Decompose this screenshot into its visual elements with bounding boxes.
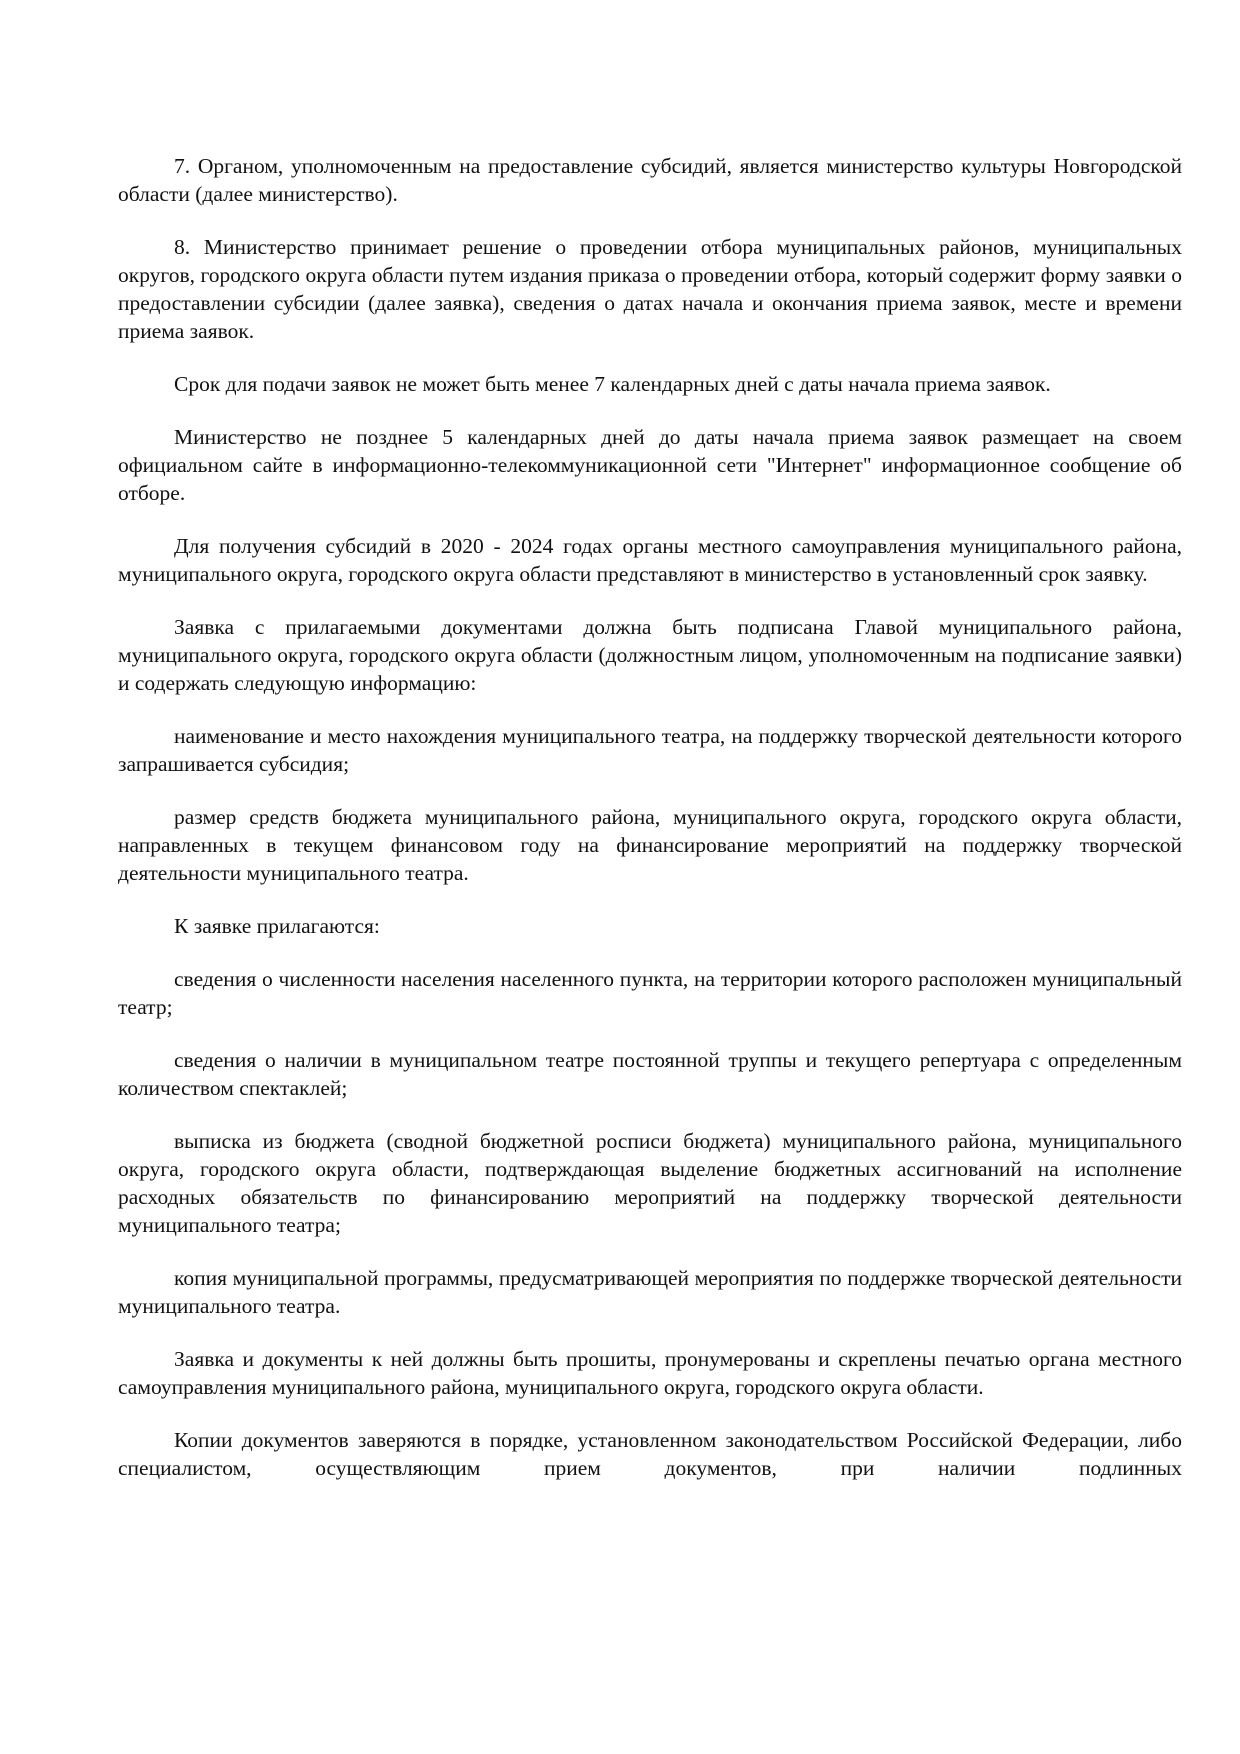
paragraph-7: 7. Органом, уполномоченным на предоставление субсидий, является министерство культуры Новгородской области (далее министерство). xyxy=(118,154,1182,206)
list-item: размер средств бюджета муниципального района, муниципального округа, городского округа области, направленных в текущем финансовом году на финансирование мероприятий на поддержку творческой деятельности муниципального театра. xyxy=(118,805,1182,885)
paragraph: Срок для подачи заявок не может быть менее 7 календарных дней с даты начала приема заявок. xyxy=(174,372,1051,396)
list-item: выписка из бюджета (сводной бюджетной росписи бюджета) муниципального района, муниципального округа, городского округа области, подтверждающая выделение бюджетных ассигнований на исполнение расходных обязательств по финансированию мероприятий на поддержку творческой деятельности муниципального театра; xyxy=(118,1129,1182,1237)
paragraph: Заявка с прилагаемыми документами должна быть подписана Главой муниципального района, муниципального округа, городского округа области (должностным лицом, уполномоченным на подписание заявки) и содержать следующую информацию: xyxy=(118,615,1182,695)
paragraph-8: 8. Министерство принимает решение о проведении отбора муниципальных районов, муниципальных округов, городского округа области путем издания приказа о проведении отбора, который содержит форму заявки о предоставлении субсидии (далее заявка), сведения о датах начала и окончания приема заявок, месте и времени приема заявок. xyxy=(118,235,1182,343)
paragraph: Заявка и документы к ней должны быть прошиты, пронумерованы и скреплены печатью органа местного самоуправления муниципального района, муниципального округа, городского округа области. xyxy=(118,1347,1182,1399)
list-item: копия муниципальной программы, предусматривающей мероприятия по поддержке творческой деятельности муниципального театра. xyxy=(118,1266,1182,1318)
paragraph: Копии документов заверяются в порядке, установленном законодательством Российской Федерации, либо специалистом, осуществляющим прием документов, при наличии подлинных xyxy=(118,1428,1182,1480)
paragraph: К заявке прилагаются: xyxy=(174,914,380,938)
list-item: сведения о численности населения населенного пункта, на территории которого расположен муниципальный театр; xyxy=(118,967,1182,1019)
document-page xyxy=(118,152,1182,1507)
paragraph: Для получения субсидий в 2020 - 2024 годах органы местного самоуправления муниципального района, муниципального округа, городского округа области представляют в министерство в установленный срок заявку. xyxy=(118,534,1182,586)
list-item: наименование и место нахождения муниципального театра, на поддержку творческой деятельности которого запрашивается субсидия; xyxy=(118,724,1182,776)
paragraph: Министерство не позднее 5 календарных дней до даты начала приема заявок размещает на своем официальном сайте в информационно-телекоммуникационной сети "Интернет" информационное сообщение об отборе. xyxy=(118,425,1182,505)
list-item: сведения о наличии в муниципальном театре постоянной труппы и текущего репертуара с определенным количеством спектаклей; xyxy=(118,1048,1182,1100)
